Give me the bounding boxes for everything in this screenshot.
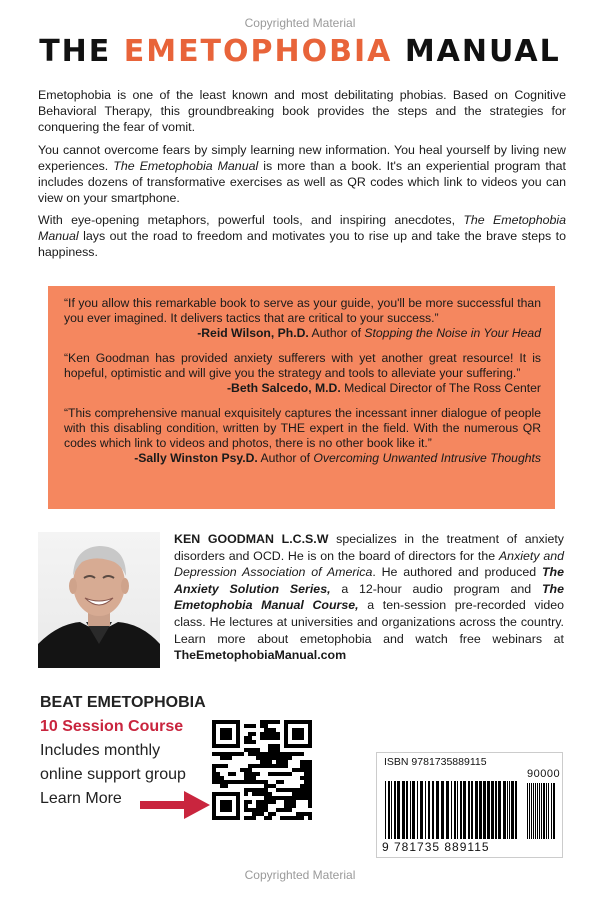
- endorsement-quote-1: “If you allow this remarkable book to serve as your guide, you'll be more successful than you ever imagined. It delivers tactics that are critical to your success.”: [64, 296, 541, 325]
- copyright-watermark-bottom: Copyrighted Material: [244, 868, 356, 882]
- promo-heading: BEAT EMETOPHOBIA: [40, 694, 206, 711]
- promo-learn-more[interactable]: Learn More: [40, 790, 122, 807]
- blurb-paragraph-1: Emetophobia is one of the least known and most debilitating phobias. Based on Cognitive Behavioral Therapy, this groundbreaking book provides the steps and the strategies for conquering the fear of vomit.: [38, 88, 566, 134]
- promo-line-1: Includes monthly: [40, 742, 161, 759]
- qr-code[interactable]: [212, 720, 312, 820]
- book-title: [0, 34, 600, 69]
- price-code: 90000: [527, 768, 561, 780]
- barcode-digits: 9 781735 889115: [382, 840, 490, 854]
- blurb-paragraph-3: With eye-opening metaphors, powerful tools, and inspiring anecdotes, The Emetophobia Manual lays out the road to freedom and motivates you to rise up and take the brave steps to happiness.: [38, 213, 567, 259]
- endorsement-quote-3: “This comprehensive manual exquisitely captures the incessant inner dialogue of people with this disabling condition, written by THE expert in the field. With the numerous QR codes which link to videos and photos, there is no other book like it.”: [64, 406, 541, 450]
- endorsement-attribution-2: -Beth Salcedo, M.D. Medical Director of The Ross Center: [226, 381, 541, 395]
- blurb-paragraph-2: You cannot overcome fears by simply learning new information. You heal yourself by living new experiences. The Emetophobia Manual is more than a book. It's an experiential program that includes dozens of transformative exercises as well as QR codes which link to videos you can view on your smartphone.: [38, 143, 566, 205]
- endorsements-box: [48, 286, 555, 509]
- title-accent: EMETOPHOBIA: [123, 34, 393, 69]
- title-suffix: MANUAL: [392, 34, 561, 69]
- promo-line-2: online support group: [40, 766, 186, 783]
- author-photo: [38, 532, 160, 668]
- endorsement-attribution-1: -Reid Wilson, Ph.D. Author of Stopping the Noise in Your Head: [197, 326, 541, 340]
- copyright-watermark-top: Copyrighted Material: [244, 16, 356, 30]
- endorsement-attribution-3: -Sally Winston Psy.D. Author of Overcoming Unwanted Intrusive Thoughts: [134, 451, 541, 465]
- endorsement-quote-2: “Ken Goodman has provided anxiety sufferers with yet another great resource! It is hopeful, optimistic and will give you the strategy and tools to alleviate your suffering.”: [64, 351, 541, 380]
- isbn-label: ISBN 9781735889115: [384, 756, 487, 768]
- author-bio: KEN GOODMAN L.C.S.W specializes in the treatment of anxiety disorders and OCD. He is on the board of directors for the Anxiety and Depression Association of America. He authored and produced The Anxiety Solution Series, a 12-hour audio program and The Emetophobia Manual Course, a ten-session pre-recorded video class. He lectures at universities and organizations across the country. Learn more about emetophobia and watch free webinars at TheEmetophobiaManual.com: [174, 532, 565, 663]
- title-prefix: THE: [39, 34, 124, 69]
- promo-course: 10 Session Course: [40, 718, 184, 735]
- arrow-right-icon: [140, 790, 210, 820]
